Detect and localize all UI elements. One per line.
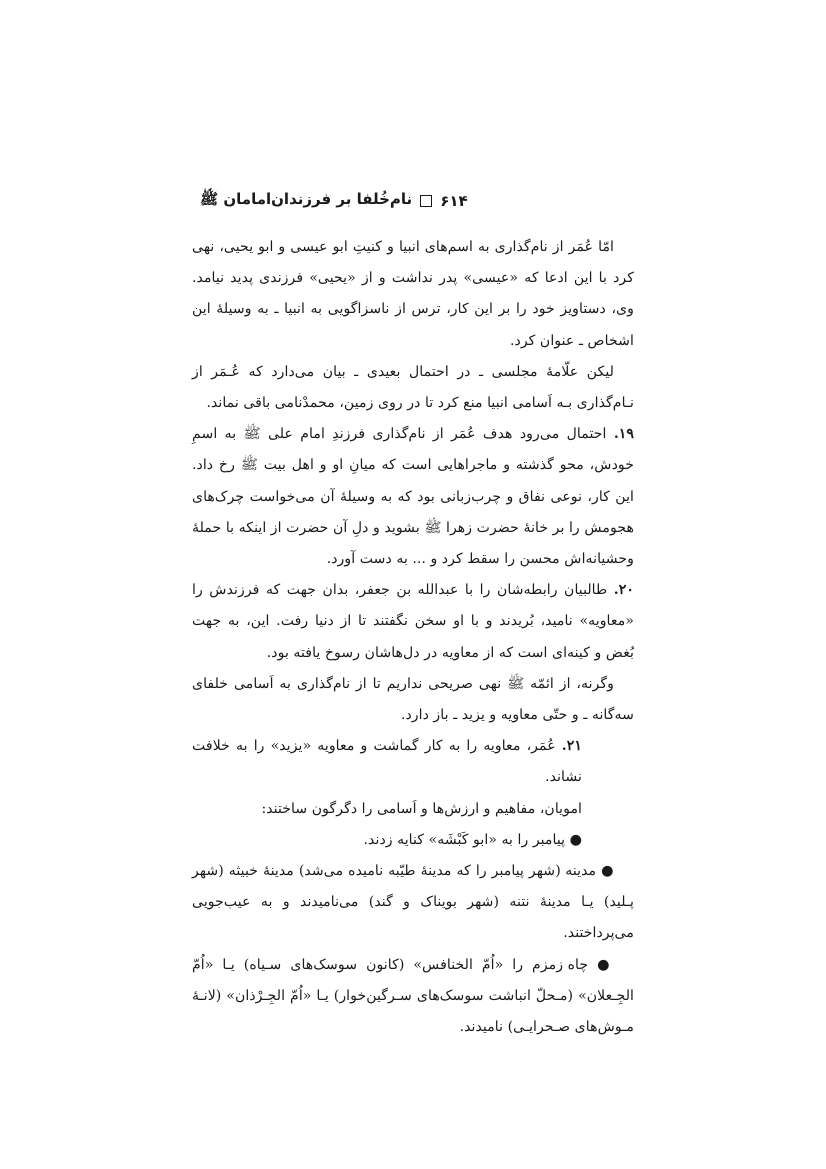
bullet-icon: ● xyxy=(597,956,614,973)
square-bullet-icon xyxy=(420,195,432,207)
bullet-icon: ● xyxy=(569,831,582,848)
running-header xyxy=(200,190,626,212)
paragraph: امّا عُمَر از نام‌گذاری به اسم‌های انبیا و کنیتِ ابو عیسی و ابو یحیی، نهی کرد با این ادعا که «عیسی» پدر نداشت و از «یحیی» فرزندی پدید نیامد. وی، دستاویز خود را بر این کار، ترس از ناسزاگویی به انبیا ـ به وسیلهٔ این اشخاص ـ عنوان کرد. xyxy=(192,239,634,349)
bullet-icon: ● xyxy=(601,863,614,880)
chapter-title: نام‌خُلفا بر فرزندان‌امامان ﷺ xyxy=(200,190,413,208)
paragraph-number: ۲۱. xyxy=(561,738,582,755)
paragraph-number: ۱۹. xyxy=(613,426,635,443)
bullet-item: ● پیامبر را به «ابو کَبْشَه» کنایه زدند. xyxy=(363,831,582,848)
paragraph: وگرنه، از ائمّه ﷺ نهی صریحی نداریم تا از نام‌گذاری به اَسامی خلفای سه‌گانه ـ و حتّی معاویه و یزید ـ باز دارد. xyxy=(192,675,634,724)
bullet-item: ● مدینه (شهر پیامبر را که مدینهٔ طیّبه نامیده می‌شد) مدینهٔ خبیثه (شهر پـلید) یـا مدینهٔ نتنه (شهر بویناک و گند) می‌نامیدند و به عیب‌جویی می‌پرداختند. xyxy=(192,863,634,942)
body-text xyxy=(192,232,634,1043)
paragraph-number: ۲۰. xyxy=(613,582,634,599)
numbered-paragraph: ۲۱. عُمَر، معاویه را به کار گماشت و معاویه «یزید» را به خلافت نشاند. xyxy=(192,738,582,786)
numbered-paragraph: ۱۹. احتمال می‌رود هدف عُمَر از نام‌گذاری فرزندِ امام علی ﷺ به اسمِ خودش، محو گذشته و ماجراهایی است که میانِ او و اهل بیت ﷺ رخ داد. این کار، نوعی نفاق و چرب‌زبانی بود که به وسیلهٔ آن می‌خواست چرک‌های هجومش را بر خانهٔ حضرت زهرا ﷺ بشوید و دلِ آن حضرت از اینکه با حملهٔ وحشیانه‌اش محسن را سقط کرد و ... به دست آورد. xyxy=(192,426,635,568)
paragraph: امویان، مفاهیم و ارزش‌ها و اَسامی را دگرگون ساختند: xyxy=(261,800,582,817)
paragraph: لیکن علّامهٔ مجلسی ـ در احتمال بعیدی ـ بیان می‌دارد که عُـمَر از نـام‌گذاری بـه اَسامی انبیا منع کرد تا در روی زمین، محمدْنامی باقی نماند. xyxy=(192,363,634,412)
numbered-paragraph: ۲۰. طالبیان رابطه‌شان را با عبدالله بن جعفر، بدان جهت که فرزندش را «معاویه» نامید، بُریدند و با او سخن نگفتند تا از دنیا رفت. این، به جهت بُغض و کینه‌ای است که از معاویه در دل‌هاشان رسوخ یافته بود. xyxy=(192,582,634,661)
page-number: ۶۱۴ xyxy=(440,192,468,210)
bullet-item: ● چاه زمزم را «اُمّ الخنافس» (کانون سوسک‌های سـیاه) یـا «اُمّ الجِـعلان» (مـحلّ انباشت سوسک‌های سـرگین‌خوار) یـا «اُمّ الجِـرْذان» (لانـهٔ مـوش‌های صـحرایـی) نامیدند. xyxy=(192,956,634,1036)
